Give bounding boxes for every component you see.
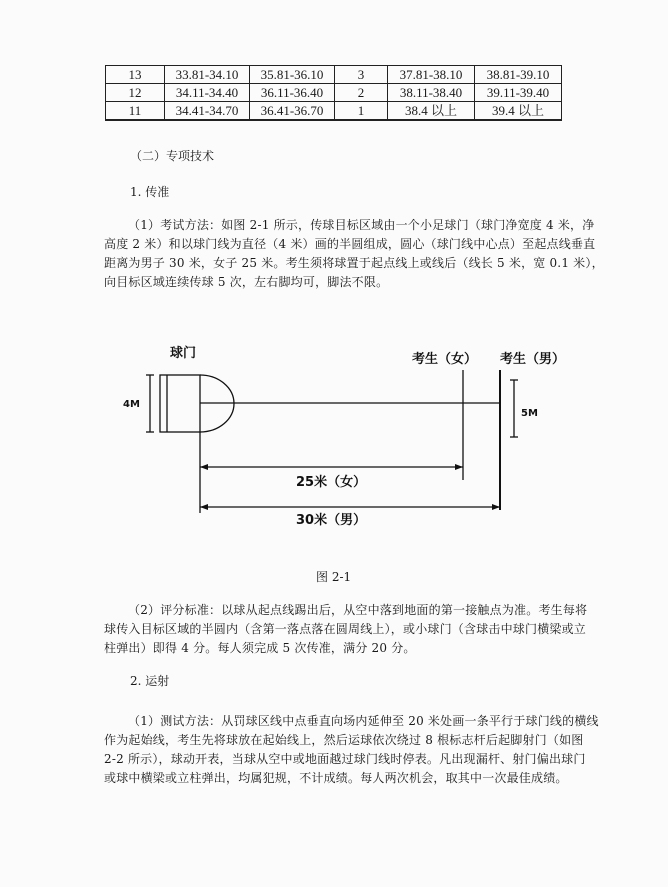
item2-method-line: 2-2 所示），球动开表，当球从空中或地面越过球门线时停表。凡出现漏杆、射门偏出球门 <box>104 752 586 766</box>
item1-scoring-line: 柱弹出）即得 4 分。每人须完成 5 次传准，满分 20 分。 <box>104 641 416 655</box>
score-table-cell: 39.4 以上 <box>475 102 562 121</box>
score-table-cell: 39.11-39.40 <box>475 84 562 102</box>
score-table-cell: 36.41-36.70 <box>250 102 335 121</box>
goal-width-label: 4M <box>123 399 140 410</box>
score-table-cell: 3 <box>335 66 388 84</box>
score-table-row <box>106 66 562 84</box>
score-table-cell: 11 <box>106 102 165 121</box>
score-table-cell: 37.81-38.10 <box>388 66 475 84</box>
female-label: 考生（女） <box>412 352 478 367</box>
item1-method-paragraph <box>104 216 604 292</box>
item2-method-paragraph <box>104 712 604 788</box>
item1-method-line: 向目标区域连续传球 5 次，左右脚均可，脚法不限。 <box>104 275 389 289</box>
score-table-cell: 35.81-36.10 <box>250 66 335 84</box>
score-table-cell: 12 <box>106 84 165 102</box>
item1-scoring-line: 球传入目标区域的半圆内（含第一落点落在圆周线上），或小球门（含球击中球门横梁或立 <box>104 622 587 636</box>
figure-caption: 图 2-1 <box>316 570 352 584</box>
score-table-cell: 38.4 以上 <box>388 102 475 121</box>
section-title: （二）专项技术 <box>130 149 215 163</box>
item1-title: 1. 传准 <box>130 185 170 199</box>
line-width-label: 5M <box>521 408 538 419</box>
score-table-cell: 38.11-38.40 <box>388 84 475 102</box>
item2-method-line: 作为起始线，考生先将球放在起始线上，然后运球依次绕过 8 根标志杆后起脚射门（如图 <box>104 733 584 747</box>
item2-method-line: 或球中横梁或立柱弹出，均属犯规，不计成绩。每人两次机会，取其中一次最佳成绩。 <box>104 771 568 785</box>
male-distance-label: 30米（男） <box>296 513 367 528</box>
score-table-cell: 33.81-34.10 <box>165 66 250 84</box>
item2-method-line: （1）测试方法：从罚球区线中点垂直向场内延伸至 20 米处画一条平行于球门线的横线 <box>128 714 599 728</box>
item1-method-line: 距离为男子 30 米，女子 25 米。考生须将球置于起点线上或线后（线长 5 米，宽 0.1 米）， <box>104 256 604 270</box>
score-table-cell: 36.11-36.40 <box>250 84 335 102</box>
item1-scoring-line: （2）评分标准：以球从起点线踢出后，从空中落到地面的第一接触点为准。考生每将 <box>128 603 588 617</box>
score-table-cell: 13 <box>106 66 165 84</box>
score-table-cell: 1 <box>335 102 388 121</box>
score-table-cell: 34.41-34.70 <box>165 102 250 121</box>
item1-method-line: 高度 2 米）和以球门线为直径（4 米）画的半圆组成，圆心（球门线中心点）至起点线垂直 <box>104 237 596 251</box>
score-table-row <box>106 102 562 121</box>
goal-label: 球门 <box>170 346 197 361</box>
goal-box <box>160 375 200 432</box>
score-table-row <box>106 84 562 102</box>
score-table-cell: 34.11-34.40 <box>165 84 250 102</box>
score-table-cell: 38.81-39.10 <box>475 66 562 84</box>
figure-2-1 <box>0 335 668 535</box>
male-label: 考生（男） <box>500 352 566 367</box>
female-distance-label: 25米（女） <box>296 475 367 490</box>
score-table-cell: 2 <box>335 84 388 102</box>
score-table <box>105 65 562 121</box>
item1-scoring-paragraph <box>104 601 604 658</box>
item1-method-line: （1）考试方法：如图 2-1 所示，传球目标区域由一个小足球门（球门净宽度 4 米，净 <box>128 218 595 232</box>
item2-title: 2. 运射 <box>130 674 170 688</box>
